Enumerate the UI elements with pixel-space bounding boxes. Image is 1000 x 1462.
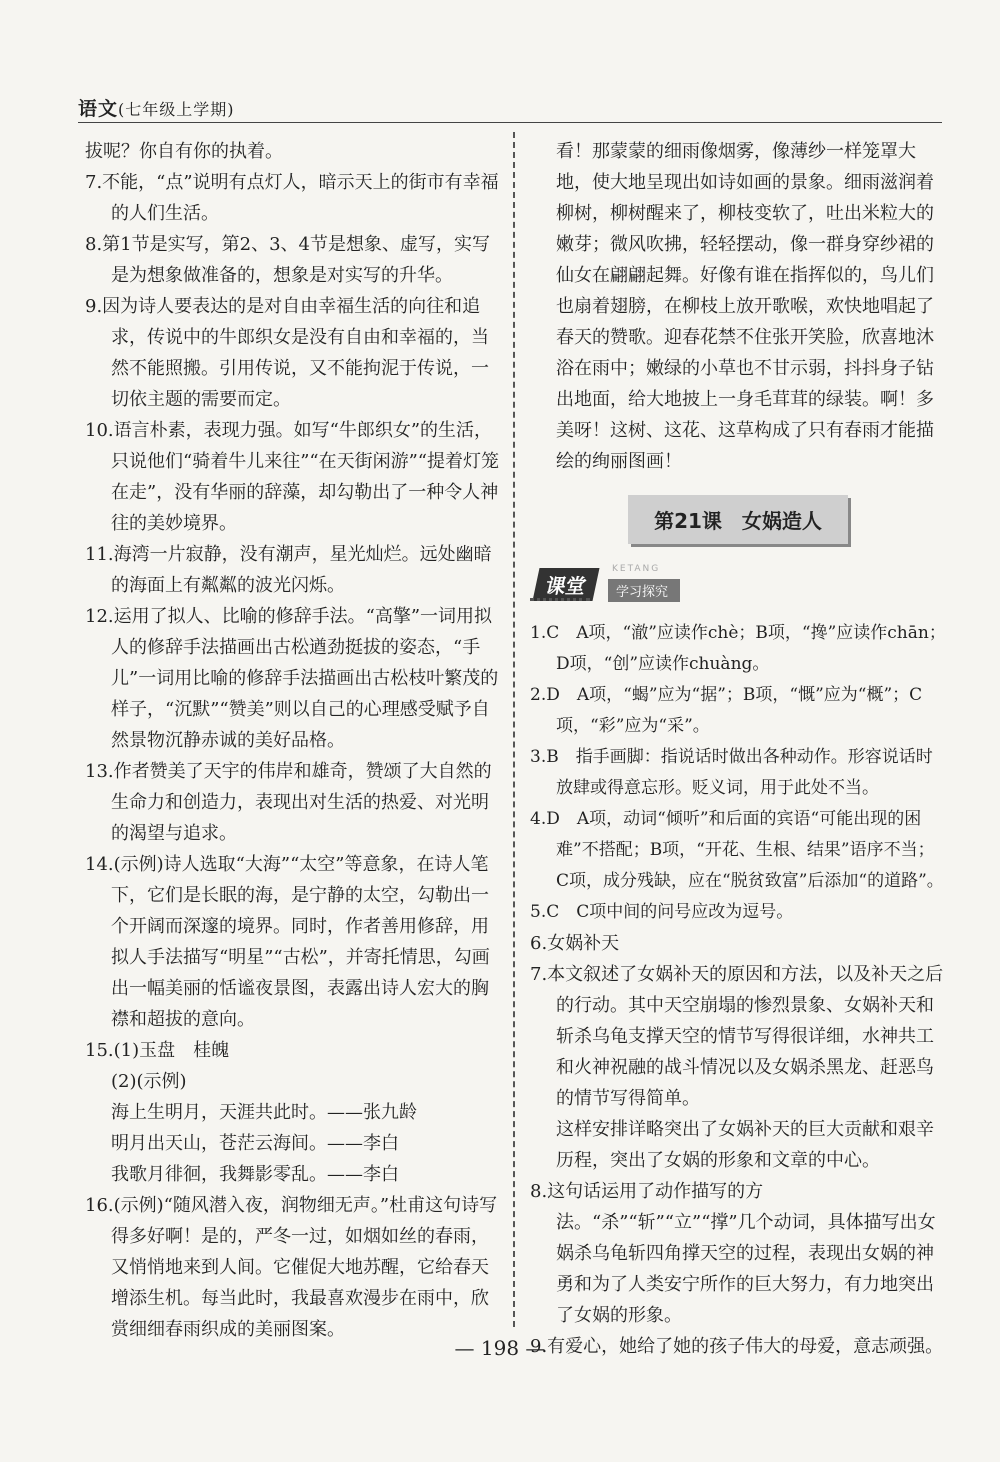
section-banner bbox=[530, 566, 946, 610]
banner-subtitle: 学习探究 bbox=[608, 579, 680, 602]
right-column bbox=[530, 136, 946, 1362]
answer-item: 7.本文叙述了女娲补天的原因和方法，以及补天之后的行动。其中天空崩塌的惨烈景象、女娲补天和斩杀乌龟支撑天空的情节写得很详细，水神共工和火神祝融的战斗情况以及女娲杀黑龙、赶恶鸟的情节写得简单。 bbox=[530, 964, 944, 1109]
answer-item: 8.这句话运用了动作描写的方法。“杀”“斩”“立”“撑”几个动词，具体描写出女娲杀乌龟斩四角撑天空的过程，表现出女娲的神勇和为了人类安宁所作的巨大努力，有力地突出了女娲的形象。 bbox=[530, 1181, 936, 1326]
answer-item: 11.海湾一片寂静，没有潮声，星光灿烂。远处幽暗的海面上有粼粼的波光闪烁。 bbox=[85, 544, 492, 596]
header-subtitle: (七年级上学期) bbox=[118, 100, 235, 119]
banner-dots bbox=[530, 598, 590, 601]
banner-english: KETANG bbox=[612, 564, 661, 574]
answer-item: 7.不能，“点”说明有点灯人，暗示天上的街市有幸福的人们生活。 bbox=[85, 172, 499, 224]
paragraph: 看！那蒙蒙的细雨像烟雾，像薄纱一样笼罩大地，使大地呈现出如诗如画的景象。细雨滋润着柳树，柳树醒来了，柳枝变软了，吐出米粒大的嫩芽；微风吹拂，轻轻摆动，像一群身穿纱裙的仙女在翩翩起舞。好像有谁在指挥似的，鸟儿们也扇着翅膀，在柳枝上放开歌喉，欢快地唱起了春天的赞歌。迎春花禁不住张开笑脸，欣喜地沐浴在雨中；嫩绿的小草也不甘示弱，抖抖身子钻出地面，给大地披上一身毛茸茸的绿装。啊！多美呀！这树、这花、这草构成了只有春雨才能描绘的绚丽图画！ bbox=[556, 141, 934, 472]
sub-answer-label: (2)(示例) bbox=[111, 1071, 187, 1092]
poem-line: 我歌月徘徊，我舞影零乱。——李白 bbox=[111, 1164, 399, 1185]
page-number: — 198 — bbox=[454, 1336, 546, 1360]
left-column bbox=[85, 136, 503, 1345]
lesson-title: 第21课 女娲造人 bbox=[628, 495, 848, 544]
answer-item: 3.B 指手画脚：指说话时做出各种动作。形容说话时放肆或得意忘形。贬义词，用于此处不当。 bbox=[530, 747, 933, 798]
answer-item: 9.有爱心，她给了她的孩子伟大的母爱，意志顽强。 bbox=[530, 1336, 944, 1357]
answer-item: 14.(示例)诗人选取“大海”“太空”等意象，在诗人笔下，它们是长眠的海，是宁静的太空，勾勒出一个开阔而深邃的境界。同时，作者善用修辞，用拟人手法描写“明星”“古松”，并寄托情思，勾画出一幅美丽的恬谧夜景图，表露出诗人宏大的胸襟和超拔的意向。 bbox=[85, 854, 490, 1030]
page-header bbox=[78, 94, 235, 121]
answer-item: 15.(1)玉盘 桂魄 bbox=[85, 1040, 230, 1061]
header-rule bbox=[78, 122, 942, 123]
answer-item: 1.C A项，“澈”应读作chè；B项，“搀”应读作chān；D项，“创”应读作chuàng。 bbox=[530, 623, 946, 674]
poem-line: 明月出天山，苍茫云海间。——李白 bbox=[111, 1133, 399, 1154]
answer-continuation: 这样安排详略突出了女娲补天的巨大贡献和艰辛历程，突出了女娲的形象和文章的中心。 bbox=[556, 1119, 934, 1171]
column-divider bbox=[513, 132, 515, 1327]
header-title: 语文 bbox=[78, 98, 119, 120]
answer-item: 10.语言朴素，表现力强。如写“牛郎织女”的生活，只说他们“骑着牛儿来往”“在天街闲游”“提着灯笼在走”，没有华丽的辞藻，却勾勒出了一种令人神往的美妙境界。 bbox=[85, 420, 500, 534]
paragraph: 拔呢？你自有你的执着。 bbox=[85, 141, 283, 162]
answer-item: 16.(示例)“随风潜入夜，润物细无声。”杜甫这句诗写得多好啊！是的，严冬一过，如烟如丝的春雨，又悄悄地来到人间。它催促大地苏醒，它给春天增添生机。每当此时，我最喜欢漫步在雨中，欣赏细细春雨织成的美丽图案。 bbox=[85, 1195, 498, 1340]
answer-item: 2.D A项，“蝎”应为“据”；B项，“慨”应为“概”；C项，“彩”应为“采”。 bbox=[530, 685, 923, 736]
answer-item: 13.作者赞美了天宇的伟岸和雄奇，赞颂了大自然的生命力和创造力，表现出对生活的热爱、对光明的渴望与追求。 bbox=[85, 761, 492, 844]
banner-title: 课堂 bbox=[532, 568, 599, 601]
answer-item: 5.C C项中间的问号应改为逗号。 bbox=[530, 902, 794, 922]
answer-item: 4.D A项，动词“倾听”和后面的宾语“可能出现的困难”不搭配；B项，“开花、生根、结果”语序不当；C项，成分残缺，应在“脱贫致富”后添加“的道路”。 bbox=[530, 809, 944, 891]
answer-item: 12.运用了拟人、比喻的修辞手法。“高擎”一词用拟人的修辞手法描画出古松遒劲挺拔的姿态，“手儿”一词用比喻的修辞手法描画出古松枝叶繁茂的样子，“沉默”“赞美”则以自己的心理感受赋予自然景物沉静赤诚的美好品格。 bbox=[85, 606, 499, 751]
answer-item: 6.女娲补天 bbox=[530, 933, 620, 954]
answer-item: 8.第1节是实写，第2、3、4节是想象、虚写，实写是为想象做准备的，想象是对实写的升华。 bbox=[85, 234, 490, 286]
poem-line: 海上生明月，天涯共此时。——张九龄 bbox=[111, 1102, 417, 1123]
lesson-title-box bbox=[530, 495, 946, 544]
answer-item: 9.因为诗人要表达的是对自由幸福生活的向往和追求，传说中的牛郎织女是没有自由和幸福的，当然不能照搬。引用传说，又不能拘泥于传说，一切依主题的需要而定。 bbox=[85, 296, 489, 410]
